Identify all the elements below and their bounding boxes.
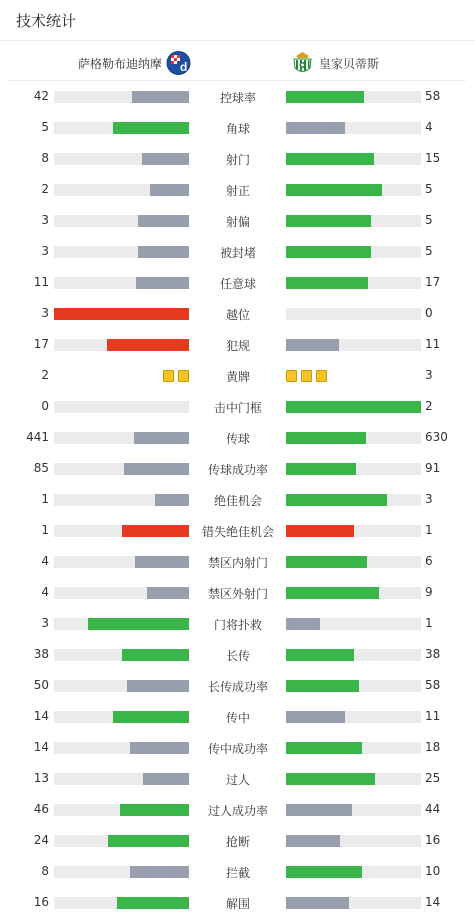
away-bar-fill — [286, 432, 366, 444]
away-value: 0 — [425, 306, 433, 320]
away-bar-fill — [286, 773, 375, 785]
home-bar — [54, 866, 189, 878]
home-value: 42 — [33, 89, 49, 103]
home-bar — [54, 184, 189, 196]
stat-row — [0, 763, 475, 794]
home-value: 2 — [41, 368, 49, 382]
stat-label: 长传成功率 — [207, 680, 268, 694]
stat-row — [0, 329, 475, 360]
away-value: 38 — [425, 647, 441, 661]
yellow-card-icon — [163, 370, 174, 382]
home-bar — [54, 618, 189, 630]
away-value: 58 — [425, 89, 441, 103]
away-bar — [286, 308, 421, 320]
away-team[interactable] — [290, 50, 379, 76]
away-bar — [286, 773, 421, 785]
home-value: 5 — [41, 120, 49, 134]
home-bar — [54, 835, 189, 847]
divider — [0, 40, 475, 41]
yellow-card-icon — [286, 370, 297, 382]
home-value: 0 — [41, 399, 49, 413]
stat-label: 击中门框 — [213, 401, 262, 415]
away-bar — [286, 153, 421, 165]
away-bar-fill — [286, 401, 421, 413]
stat-label: 过人成功率 — [207, 804, 268, 818]
stat-row — [0, 267, 475, 298]
away-bar-fill — [286, 215, 371, 227]
stat-row — [0, 732, 475, 763]
stat-label: 任意球 — [219, 277, 256, 291]
away-bar — [286, 587, 421, 599]
home-bar — [54, 215, 189, 227]
away-bar-fill — [286, 897, 349, 909]
away-bar-fill — [286, 804, 352, 816]
stat-label: 禁区内射门 — [207, 556, 268, 570]
away-bar — [286, 463, 421, 475]
away-bar — [286, 277, 421, 289]
away-value: 5 — [425, 244, 433, 258]
home-bar-fill — [117, 897, 189, 909]
away-value: 10 — [425, 864, 441, 878]
away-value: 1 — [425, 523, 433, 537]
stat-label: 控球率 — [219, 91, 256, 105]
stat-row — [0, 794, 475, 825]
page-title: 技术统计 — [16, 12, 77, 30]
away-bar-fill — [286, 339, 339, 351]
away-value: 4 — [425, 120, 433, 134]
away-bar-fill — [286, 618, 320, 630]
home-bar — [54, 153, 189, 165]
stat-row — [0, 608, 475, 639]
stat-row — [0, 81, 475, 112]
away-bar-fill — [286, 246, 371, 258]
away-bar — [286, 122, 421, 134]
home-bar-fill — [132, 91, 189, 103]
away-bar — [286, 618, 421, 630]
away-value: 6 — [425, 554, 433, 568]
stat-row — [0, 453, 475, 484]
home-value: 441 — [26, 430, 49, 444]
away-value: 91 — [425, 461, 441, 475]
stat-label: 射正 — [225, 184, 250, 198]
home-yellow-cards — [163, 370, 189, 382]
yellow-card-icon — [301, 370, 312, 382]
stat-row — [0, 546, 475, 577]
stat-label: 射偏 — [225, 215, 250, 229]
home-value: 3 — [41, 213, 49, 227]
away-bar-fill — [286, 649, 354, 661]
home-bar — [54, 556, 189, 568]
home-team-name: 萨格勒布迪纳摩 — [78, 56, 163, 71]
stat-row — [0, 577, 475, 608]
away-bar — [286, 246, 421, 258]
stat-label: 传中 — [225, 711, 250, 725]
stat-label: 错失绝佳机会 — [201, 525, 274, 539]
home-bar-fill — [138, 246, 189, 258]
home-bar-fill — [155, 494, 189, 506]
home-bar-fill — [113, 711, 189, 723]
home-bar-fill — [136, 277, 189, 289]
home-bar — [54, 463, 189, 475]
home-bar — [54, 587, 189, 599]
home-bar-fill — [54, 308, 189, 320]
away-value: 44 — [425, 802, 441, 816]
stat-label: 射门 — [225, 153, 250, 167]
away-bar-fill — [286, 494, 387, 506]
home-bar — [54, 308, 189, 320]
away-bar — [286, 804, 421, 816]
away-bar — [286, 556, 421, 568]
svg-text:d: d — [180, 60, 188, 74]
away-bar-fill — [286, 277, 368, 289]
away-bar — [286, 525, 421, 537]
away-bar — [286, 835, 421, 847]
home-value: 16 — [33, 895, 49, 909]
home-bar — [54, 277, 189, 289]
stat-label: 传球 — [225, 432, 250, 446]
stat-row — [0, 174, 475, 205]
away-bar — [286, 897, 421, 909]
stat-label: 越位 — [225, 308, 250, 322]
away-bar-fill — [286, 711, 345, 723]
stat-row — [0, 360, 475, 391]
home-value: 50 — [33, 678, 49, 692]
home-value: 1 — [41, 492, 49, 506]
dinamo-zagreb-crest-icon — [166, 50, 191, 76]
stat-label: 门将扑救 — [213, 618, 262, 632]
away-bar-fill — [286, 184, 382, 196]
stat-label: 拦截 — [225, 866, 250, 880]
away-value: 630 — [425, 430, 448, 444]
stat-label: 抢断 — [225, 835, 250, 849]
home-bar-fill — [108, 835, 189, 847]
away-value: 58 — [425, 678, 441, 692]
away-value: 5 — [425, 182, 433, 196]
away-bar — [286, 432, 421, 444]
stat-row — [0, 887, 475, 918]
away-value: 3 — [425, 492, 433, 506]
home-bar — [54, 711, 189, 723]
away-bar — [286, 91, 421, 103]
stat-label: 过人 — [225, 773, 250, 787]
stat-row — [0, 484, 475, 515]
home-bar — [54, 339, 189, 351]
stat-row — [0, 143, 475, 174]
away-value: 1 — [425, 616, 433, 630]
home-bar-fill — [107, 339, 189, 351]
home-bar — [54, 494, 189, 506]
stat-row — [0, 856, 475, 887]
away-bar — [286, 680, 421, 692]
away-bar-fill — [286, 153, 374, 165]
stat-row — [0, 515, 475, 546]
away-value: 9 — [425, 585, 433, 599]
home-value: 46 — [33, 802, 49, 816]
home-bar-fill — [147, 587, 189, 599]
home-bar-fill — [127, 680, 189, 692]
home-bar — [54, 246, 189, 258]
away-bar — [286, 494, 421, 506]
away-bar-fill — [286, 525, 354, 537]
home-bar-fill — [138, 215, 189, 227]
away-value: 11 — [425, 709, 441, 723]
stat-label: 传中成功率 — [207, 742, 268, 756]
stat-label: 角球 — [225, 122, 250, 136]
stat-label: 长传 — [225, 649, 250, 663]
home-value: 2 — [41, 182, 49, 196]
home-value: 85 — [33, 461, 49, 475]
home-bar — [54, 680, 189, 692]
stat-row — [0, 391, 475, 422]
home-bar — [54, 897, 189, 909]
home-bar — [54, 91, 189, 103]
home-bar-fill — [120, 804, 189, 816]
away-bar-fill — [286, 91, 364, 103]
home-value: 14 — [33, 740, 49, 754]
stat-row — [0, 701, 475, 732]
stats-list — [0, 81, 475, 918]
stat-row — [0, 670, 475, 701]
stat-row — [0, 825, 475, 856]
away-bar — [286, 339, 421, 351]
home-bar-fill — [88, 618, 189, 630]
away-bar-fill — [286, 587, 379, 599]
home-bar — [54, 773, 189, 785]
home-bar-fill — [150, 184, 189, 196]
stat-row — [0, 298, 475, 329]
home-bar-fill — [113, 122, 189, 134]
away-bar — [286, 711, 421, 723]
home-value: 17 — [33, 337, 49, 351]
stat-label: 被封堵 — [219, 246, 256, 260]
home-value: 4 — [41, 585, 49, 599]
away-value: 5 — [425, 213, 433, 227]
away-value: 3 — [425, 368, 433, 382]
away-team-name: 皇家贝蒂斯 — [319, 56, 380, 71]
home-bar-fill — [134, 432, 189, 444]
stat-row — [0, 236, 475, 267]
away-value: 16 — [425, 833, 441, 847]
away-bar — [286, 401, 421, 413]
away-bar — [286, 184, 421, 196]
home-bar — [54, 649, 189, 661]
home-value: 13 — [33, 771, 49, 785]
home-bar-fill — [143, 773, 189, 785]
home-bar — [54, 525, 189, 537]
stat-label: 犯规 — [225, 339, 250, 353]
home-value: 38 — [33, 647, 49, 661]
home-value: 3 — [41, 306, 49, 320]
away-bar-fill — [286, 556, 367, 568]
away-value: 11 — [425, 337, 441, 351]
home-value: 3 — [41, 616, 49, 630]
stat-label: 传球成功率 — [207, 463, 268, 477]
home-bar-fill — [122, 649, 190, 661]
home-bar — [54, 742, 189, 754]
home-value: 24 — [33, 833, 49, 847]
away-value: 25 — [425, 771, 441, 785]
away-value: 17 — [425, 275, 441, 289]
home-value: 11 — [33, 275, 49, 289]
home-value: 14 — [33, 709, 49, 723]
real-betis-crest-icon — [290, 50, 315, 76]
home-value: 4 — [41, 554, 49, 568]
yellow-card-icon — [178, 370, 189, 382]
away-bar-fill — [286, 866, 362, 878]
home-bar-fill — [135, 556, 189, 568]
away-value: 14 — [425, 895, 441, 909]
home-value: 1 — [41, 523, 49, 537]
home-bar-fill — [130, 742, 189, 754]
home-value: 8 — [41, 864, 49, 878]
away-value: 2 — [425, 399, 433, 413]
away-bar — [286, 866, 421, 878]
stat-label: 解围 — [225, 897, 250, 911]
home-bar — [54, 122, 189, 134]
home-bar — [54, 804, 189, 816]
away-value: 15 — [425, 151, 441, 165]
away-bar-fill — [286, 835, 340, 847]
away-bar — [286, 742, 421, 754]
stat-row — [0, 422, 475, 453]
stat-row — [0, 639, 475, 670]
home-bar-fill — [124, 463, 189, 475]
stat-label: 黄牌 — [225, 370, 250, 384]
teams-header — [8, 46, 466, 78]
home-team[interactable] — [78, 50, 191, 76]
home-value: 8 — [41, 151, 49, 165]
away-bar-fill — [286, 463, 356, 475]
home-bar — [54, 432, 189, 444]
away-bar — [286, 215, 421, 227]
away-yellow-cards — [286, 370, 327, 382]
home-bar — [54, 401, 189, 413]
away-bar-fill — [286, 122, 345, 134]
away-bar-fill — [286, 742, 362, 754]
stat-label: 绝佳机会 — [213, 494, 262, 508]
yellow-card-icon — [316, 370, 327, 382]
home-bar-fill — [122, 525, 190, 537]
away-bar-fill — [286, 680, 359, 692]
home-bar-fill — [142, 153, 189, 165]
stat-row — [0, 112, 475, 143]
stat-label: 禁区外射门 — [207, 587, 268, 601]
stat-row — [0, 205, 475, 236]
home-value: 3 — [41, 244, 49, 258]
away-value: 18 — [425, 740, 441, 754]
home-bar-fill — [130, 866, 189, 878]
away-bar — [286, 649, 421, 661]
